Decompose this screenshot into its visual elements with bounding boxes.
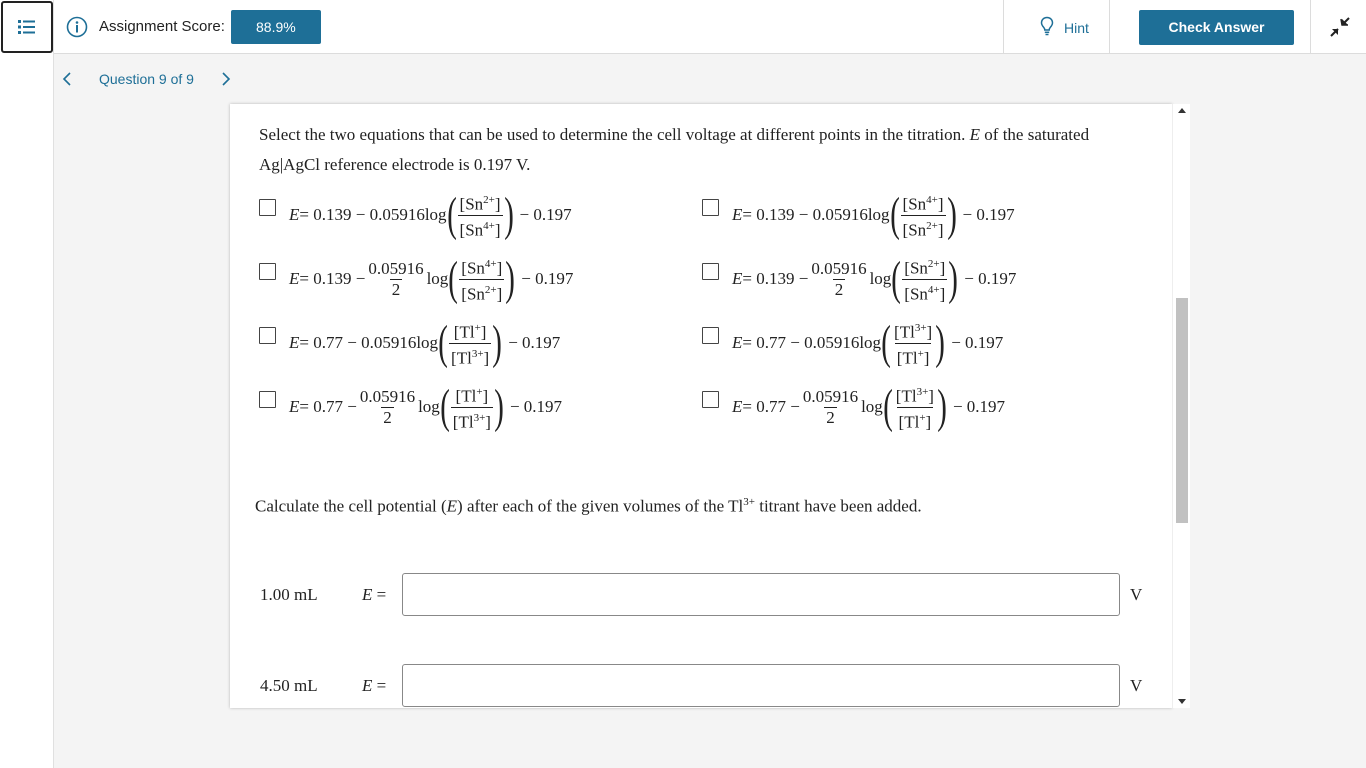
list-icon xyxy=(18,19,36,35)
right-paren: ) xyxy=(937,380,947,433)
equation: E = 0.139 − 0.05916log ( $\frac{[Sn^{2+}]}{[Sn^{4+}]}$ ) − 0.197 xyxy=(289,188,572,241)
menu-button[interactable] xyxy=(1,1,53,53)
concentration-ratio: $\frac{[Tl^{3+}]}{[Tl^+]}$ xyxy=(895,385,934,432)
scroll-down-icon[interactable] xyxy=(1178,699,1186,704)
next-question-icon[interactable] xyxy=(219,70,233,88)
scroll-up-icon[interactable] xyxy=(1178,108,1186,113)
equation: E = 0.77 − 0.05916log ( $\frac{[Tl^{3+}]}{[Tl^+]}$ ) − 0.197 xyxy=(732,316,1004,369)
left-paren: ( xyxy=(438,316,448,369)
coefficient-fraction: $\frac{0.05916}{2}$ xyxy=(811,258,867,299)
potential-input[interactable] xyxy=(402,573,1120,616)
option-checkbox[interactable] xyxy=(259,263,276,280)
volume-label: 4.50 mL xyxy=(260,676,318,695)
right-paren: ) xyxy=(492,316,502,369)
calculation-prompt: Calculate the cell potential (E) after each of the given volumes of the $Tl^{3+}$ titrant have been added. xyxy=(255,496,922,516)
hint-button[interactable] xyxy=(1003,0,1110,54)
right-paren: ) xyxy=(505,252,516,305)
question-counter[interactable]: Question 9 of 9 xyxy=(99,71,194,87)
collapse-button[interactable] xyxy=(1310,0,1366,54)
coefficient-fraction: $\frac{0.05916}{2}$ xyxy=(368,258,424,299)
concentration-ratio: $\frac{[Tl^+]}{[Tl^{3+}]}$ xyxy=(452,385,491,432)
question-panel xyxy=(230,104,1172,708)
right-paren: ) xyxy=(935,316,945,369)
left-paren: ( xyxy=(889,188,900,241)
volume-label: 1.00 mL xyxy=(260,585,318,604)
check-answer-button[interactable]: Check Answer xyxy=(1139,10,1294,45)
unit-label: V xyxy=(1130,676,1143,695)
unit-label: V xyxy=(1130,585,1143,604)
info-icon[interactable] xyxy=(66,16,88,38)
lightbulb-icon xyxy=(1040,16,1054,36)
score-badge[interactable]: 88.9% xyxy=(231,10,321,44)
concentration-ratio: $\frac{[Sn^{4+}]}{[Sn^{2+}]}$ xyxy=(461,257,503,304)
option-checkbox[interactable] xyxy=(702,391,719,408)
coefficient-fraction: $\frac{0.05916}{2}$ xyxy=(359,386,416,427)
e-label: E = xyxy=(362,676,387,695)
option-checkbox[interactable] xyxy=(259,391,276,408)
option-checkbox[interactable] xyxy=(702,327,719,344)
question-prompt: Select the two equations that can be used to determine the cell voltage at different points in the titration. E of the saturated Ag|AgCl reference electrode is 0.197 V. xyxy=(259,125,1090,174)
left-paren: ( xyxy=(446,188,457,241)
left-paren: ( xyxy=(881,316,891,369)
left-paren: ( xyxy=(440,380,450,433)
hint-label: Hint xyxy=(1064,20,1089,36)
concentration-ratio: $\frac{[Tl^{3+}]}{[Tl^+]}$ xyxy=(894,321,933,368)
equation: E = 0.77 − $\frac{0.05916}{2}$ log ( $\frac{[Tl^+]}{[Tl^{3+}]}$ ) − 0.197 xyxy=(289,380,563,433)
left-paren: ( xyxy=(448,252,459,305)
option-checkbox[interactable] xyxy=(259,327,276,344)
e-label: E = xyxy=(362,585,387,604)
concentration-ratio: $\frac{[Sn^{2+}]}{[Sn^{4+}]}$ xyxy=(459,193,501,240)
scroll-thumb[interactable] xyxy=(1176,298,1188,523)
previous-question-icon[interactable] xyxy=(60,70,74,88)
right-paren: ) xyxy=(503,188,514,241)
concentration-ratio: $\frac{[Sn^{2+}]}{[Sn^{4+}]}$ xyxy=(904,257,946,304)
left-rail xyxy=(0,0,54,768)
option-checkbox[interactable] xyxy=(702,263,719,280)
equation: E = 0.139 − $\frac{0.05916}{2}$ log ( $\frac{[Sn^{4+}]}{[Sn^{2+}]}$ ) − 0.197 xyxy=(289,252,574,305)
right-paren: ) xyxy=(946,188,957,241)
collapse-icon xyxy=(1329,16,1351,38)
option-checkbox[interactable] xyxy=(259,199,276,216)
right-paren: ) xyxy=(948,252,959,305)
potential-input[interactable] xyxy=(402,664,1120,707)
top-bar xyxy=(54,0,1366,54)
left-paren: ( xyxy=(883,380,893,433)
equation: E = 0.139 − 0.05916log ( $\frac{[Sn^{4+}]}{[Sn^{2+}]}$ ) − 0.197 xyxy=(732,188,1015,241)
assignment-score-label: Assignment Score: xyxy=(99,18,225,35)
answer-row xyxy=(260,573,1150,617)
equation: E = 0.77 − 0.05916log ( $\frac{[Tl^+]}{[Tl^{3+}]}$ ) − 0.197 xyxy=(289,316,561,369)
coefficient-fraction: $\frac{0.05916}{2}$ xyxy=(802,386,859,427)
answer-row xyxy=(260,664,1150,708)
equation: E = 0.139 − $\frac{0.05916}{2}$ log ( $\frac{[Sn^{2+}]}{[Sn^{4+}]}$ ) − 0.197 xyxy=(732,252,1017,305)
right-paren: ) xyxy=(494,380,504,433)
concentration-ratio: $\frac{[Tl^+]}{[Tl^{3+}]}$ xyxy=(451,321,490,368)
equation: E = 0.77 − $\frac{0.05916}{2}$ log ( $\frac{[Tl^{3+}]}{[Tl^+]}$ ) − 0.197 xyxy=(732,380,1006,433)
concentration-ratio: $\frac{[Sn^{4+}]}{[Sn^{2+}]}$ xyxy=(902,193,944,240)
scrollbar[interactable] xyxy=(1172,104,1190,708)
option-checkbox[interactable] xyxy=(702,199,719,216)
left-paren: ( xyxy=(891,252,902,305)
